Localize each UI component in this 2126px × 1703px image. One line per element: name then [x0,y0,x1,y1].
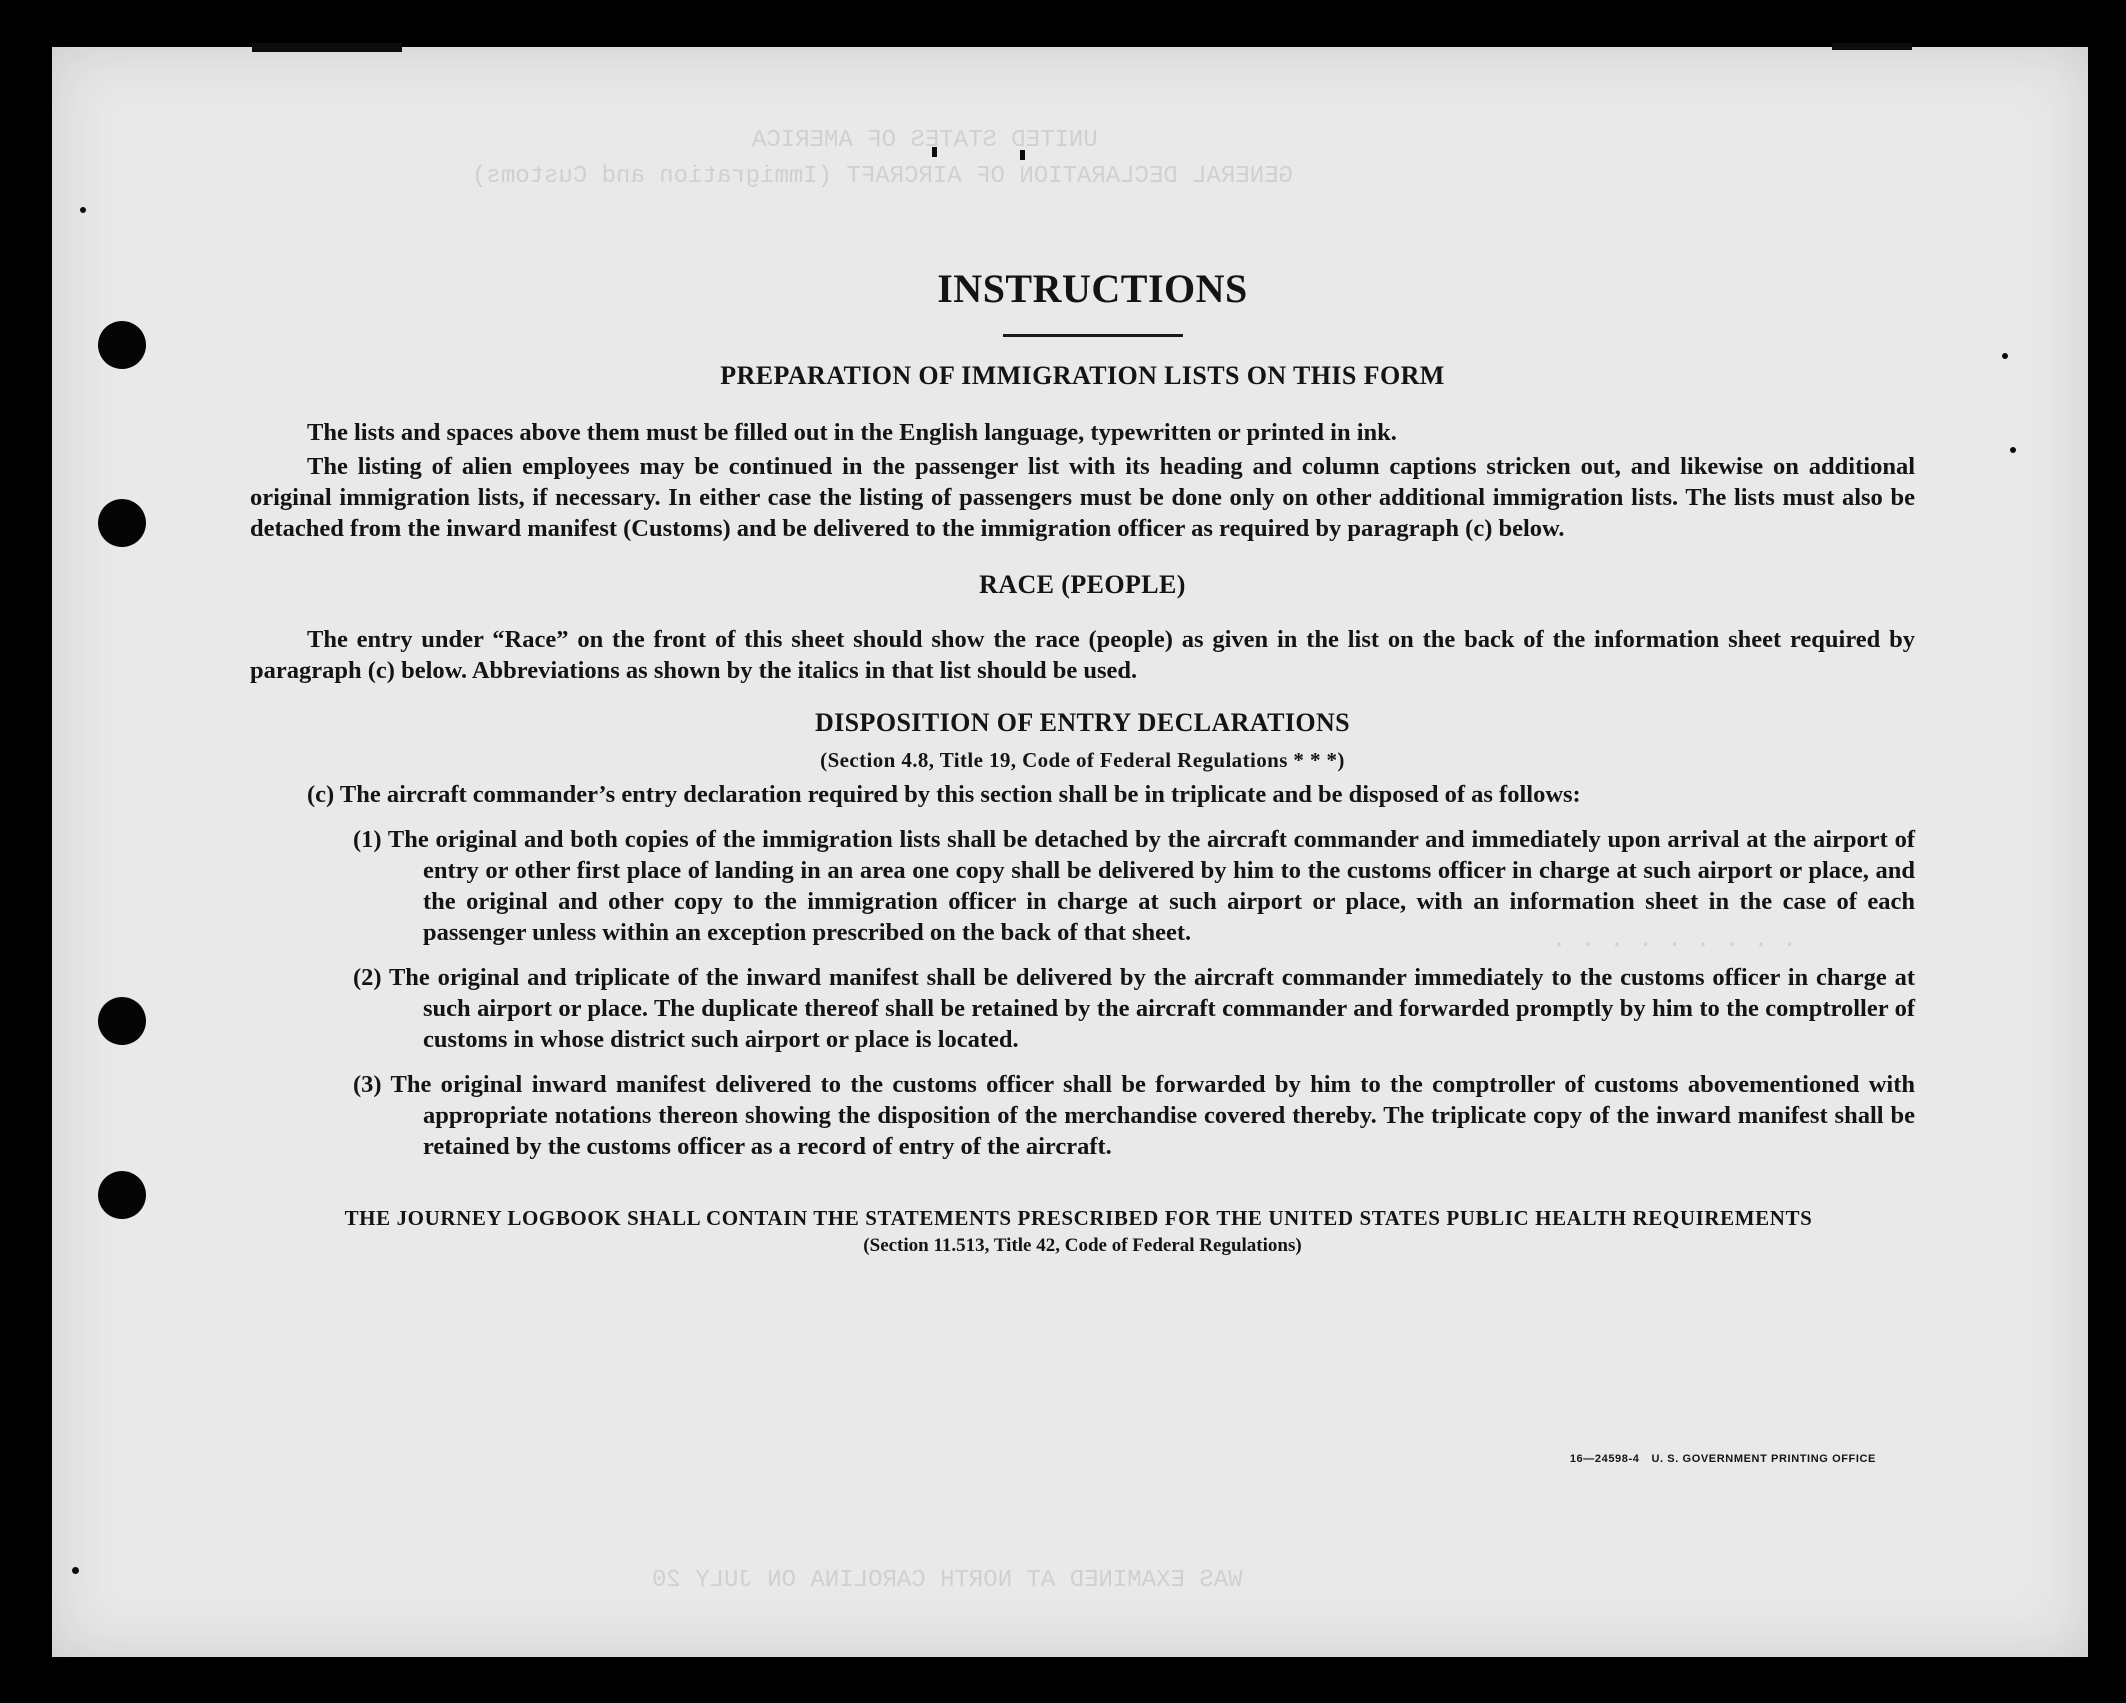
paragraph-language: The lists and spaces above them must be filled out in the English language, typewritten or printed in ink. [307,419,1397,446]
scan-speck [72,1567,79,1574]
scan-speck [80,207,86,213]
punch-hole [98,1171,146,1219]
section-heading-disposition: DISPOSITION OF ENTRY DECLARATIONS [814,708,1351,737]
printer-imprint [1570,1453,1876,1465]
scan-speck [2010,447,2016,453]
printer-name: U. S. GOVERNMENT PRINTING OFFICE [1651,1453,1876,1465]
paragraph-c-intro: (c) The aircraft commander’s entry declaration required by this section shall be in triplicate and be disposed of as follows: [307,781,1581,808]
scan-speck [1832,43,1912,50]
section-citation: (Section 4.8, Title 19, Code of Federal Regulations * * *) [820,748,1345,772]
paragraph-alien-employees: The listing of alien employees may be continued in the passenger list with its heading and column captions stricken out, and likewise on additional original immigration lists, if necessary. In either case the listing of passengers must be done only on other additional immigration lists. The lists must also be detached from the inward manifest (Customs) and be delivered to the immigration officer as required by paragraph (c) below. [250,453,1915,542]
show-through: UNITED STATES OF AMERICA [752,127,1098,154]
punch-hole [98,321,146,369]
show-through: GENERAL DECLARATION OF AIRCRAFT (Immigration and Customs) [472,163,1293,190]
list-item: (2) The original and triplicate of the inward manifest shall be delivered by the aircraft commander immediately to the customs officer in charge at such airport or place. The duplicate thereof shall be retained by the aircraft commander and forwarded promptly by him to the comptroller of customs in whose district such airport or place is located. [353,964,1915,1053]
show-through: . . . . . . . . . [1552,927,1797,954]
footer-citation: (Section 11.513, Title 42, Code of Federal Regulations) [863,1235,1302,1256]
footer-heading: THE JOURNEY LOGBOOK SHALL CONTAIN THE STATEMENTS PRESCRIBED FOR THE UNITED STATES PUBLIC HEALTH REQUIREMENTS [344,1206,1813,1230]
punch-hole [98,499,146,547]
paragraph-race: The entry under “Race” on the front of this sheet should show the race (people) as given in the list on the back of the information sheet required by paragraph (c) below. Abbreviations as shown by the italics in that list should be used. [250,626,1915,684]
page-title: INSTRUCTIONS [937,266,1248,311]
title-underline [1003,334,1183,337]
section-heading-preparation: PREPARATION OF IMMIGRATION LISTS ON THIS FORM [720,361,1445,390]
scan-speck [252,43,402,52]
punch-hole [98,997,146,1045]
section-heading-race: RACE (PEOPLE) [979,570,1186,599]
show-through: WAS EXAMINED AT NORTH CAROLINA ON JULY 20 [652,1567,1243,1594]
form-number: 16—24598-4 [1569,1453,1640,1465]
scan-speck [2002,353,2008,359]
list-item: (3) The original inward manifest delivered to the customs officer shall be forwarded by him to the comptroller of customs abovementioned with appropriate notations thereon showing the disposition of the merchandise covered thereby. The triplicate copy of the inward manifest shall be retained by the customs officer as a record of entry of the aircraft. [353,1071,1915,1160]
instructions-content [250,265,1915,1257]
list-item: (1) The original and both copies of the immigration lists shall be detached by the aircraft commander and immediately upon arrival at the airport of entry or other first place of landing in an area one copy shall be delivered by him to the customs officer in charge at such airport or place, and the original and other copy to the immigration officer in charge at such airport or place, with an information sheet in the case of each passenger unless within an exception prescribed on the back of that sheet. [353,826,1915,946]
